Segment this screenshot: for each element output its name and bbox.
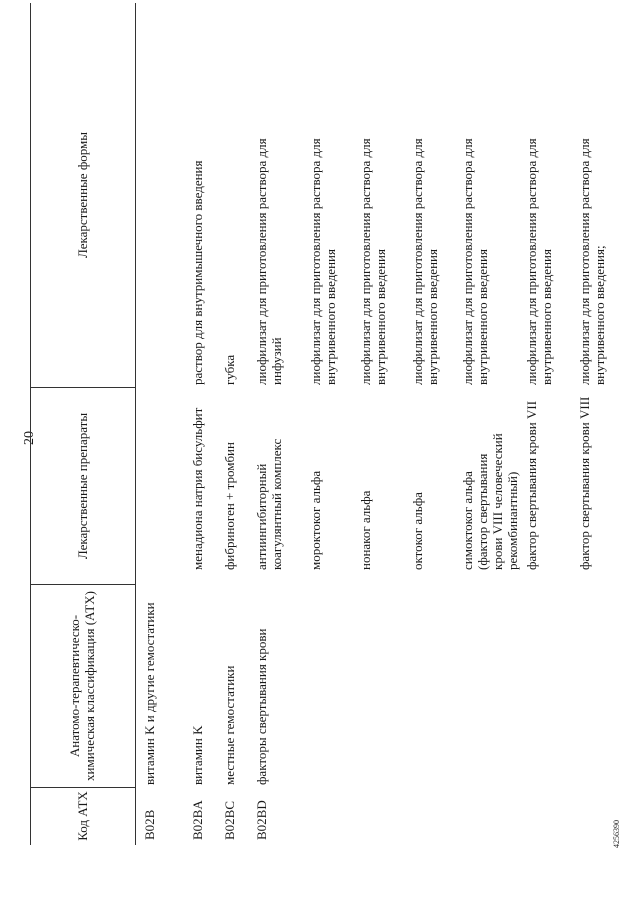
header-atc: Анатомо-терапевтическо-химическая классификация (АТХ) <box>67 591 97 781</box>
row-atc: местные гемостатики <box>222 665 237 785</box>
row-form: лиофилизат для приготовления раствора для внутривенного введения <box>308 138 338 385</box>
row-preparation: менадиона натрия бисульфит <box>190 407 205 570</box>
row-preparation: мороктоког альфа <box>308 470 323 570</box>
table-header-rule <box>135 3 136 845</box>
header-forms: Лекарственные формы <box>74 131 90 259</box>
row-code: B02BC <box>222 800 237 840</box>
row-atc: витамин K <box>190 725 205 785</box>
header-preparations: Лекарственные препараты <box>74 412 90 560</box>
row-form: губка <box>222 354 237 385</box>
row-preparation: фактор свертывания крови VII <box>524 400 539 570</box>
row-form: лиофилизат для приготовления раствора для внутривенного введения <box>410 138 440 385</box>
row-form: раствор для внутримышечного введения <box>190 160 205 385</box>
row-form: лиофилизат для приготовления раствора для внутривенного введения; <box>577 138 607 385</box>
row-form: лиофилизат для приготовления раствора для внутривенного введения <box>358 138 388 385</box>
row-code: B02B <box>142 809 157 840</box>
page-number: 20 <box>22 431 37 445</box>
row-atc: факторы свертывания крови <box>254 628 269 785</box>
row-atc: витамин K и другие гемостатики <box>142 602 157 785</box>
row-code: B02BD <box>254 800 269 840</box>
row-preparation: октоког альфа <box>410 492 425 570</box>
row-code: B02BA <box>190 800 205 840</box>
row-form: лиофилизат для приготовления раствора для внутривенного введения <box>524 138 554 385</box>
row-form: лиофилизат для приготовления раствора для внутривенного введения <box>460 138 490 385</box>
row-preparation: симоктоког альфа (фактор свертывания крови VIII человеческий рекомбинантный) <box>460 433 520 570</box>
header-code: Код АТХ <box>74 791 90 841</box>
row-form: лиофилизат для приготовления раствора для инфузий <box>254 138 284 385</box>
column-divider <box>30 787 135 788</box>
row-preparation: фактор свертывания крови VIII <box>577 396 592 570</box>
row-preparation: фибриноген + тромбин <box>222 442 237 570</box>
row-preparation: антиингибиторный коагулянтный комплекс <box>254 438 284 570</box>
row-preparation: нонаког альфа <box>358 490 373 570</box>
document-code: 4256390 <box>612 820 621 848</box>
column-divider <box>30 387 135 388</box>
table-top-rule <box>30 3 31 845</box>
column-divider <box>30 584 135 585</box>
